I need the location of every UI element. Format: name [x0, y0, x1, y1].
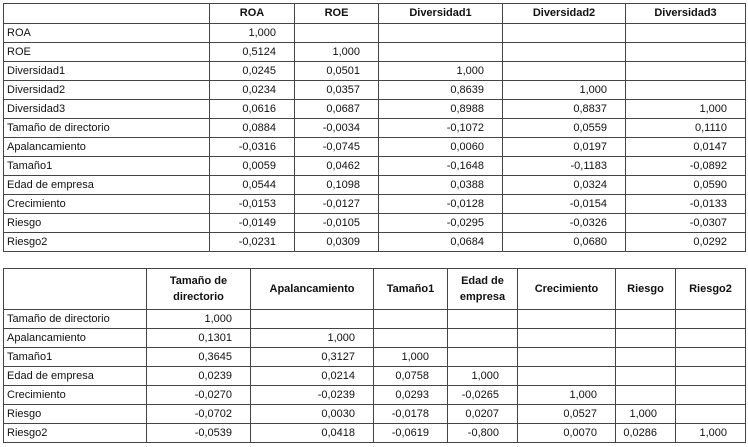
table-row: [4, 119, 746, 138]
table2-column-header: Riesgo: [616, 269, 676, 310]
correlation-value: [518, 329, 616, 348]
table-row: [4, 100, 746, 119]
correlation-value: 0,0616: [210, 100, 295, 119]
correlation-value: 0,0884: [210, 119, 295, 138]
correlation-value: -0,0702: [147, 405, 251, 424]
correlation-value: -0,0619: [374, 424, 448, 443]
table2-column-header: Edad de empresa: [448, 269, 518, 310]
table1-column-header: ROA: [210, 4, 295, 24]
correlation-value: [616, 310, 676, 329]
table-row: [4, 367, 746, 386]
table-row: [4, 348, 746, 367]
table1-column-header: Diversidad1: [379, 4, 503, 24]
correlation-value: [626, 62, 746, 81]
correlation-value: 0,0309: [295, 233, 379, 252]
correlation-value: -0,800: [448, 424, 518, 443]
correlation-value: 0,5124: [210, 43, 295, 62]
correlation-value: 0,0234: [210, 81, 295, 100]
correlation-value: -0,0316: [210, 138, 295, 157]
row-label: Tamaño1: [4, 348, 147, 367]
row-label: Edad de empresa: [4, 367, 147, 386]
table-row: [4, 329, 746, 348]
correlation-value: [676, 386, 746, 405]
table2-header-row: [4, 269, 746, 310]
correlation-value: -0,0307: [626, 214, 746, 233]
correlation-value: 0,1301: [147, 329, 251, 348]
correlation-value: -0,0326: [503, 214, 626, 233]
table-row: [4, 62, 746, 81]
correlation-value: 1,000: [616, 405, 676, 424]
correlation-value: 0,0758: [374, 367, 448, 386]
row-label: Diversidad3: [4, 100, 210, 119]
correlation-value: -0,0231: [210, 233, 295, 252]
correlation-value: 0,0418: [251, 424, 374, 443]
table1-corner-cell: [4, 4, 210, 24]
correlation-value: 1,000: [518, 386, 616, 405]
correlation-value: 0,0462: [295, 157, 379, 176]
correlation-value: [616, 386, 676, 405]
table-row: [4, 157, 746, 176]
correlation-value: -0,1648: [379, 157, 503, 176]
correlation-value: -0,0892: [626, 157, 746, 176]
row-label: Riesgo2: [4, 233, 210, 252]
table2-column-header: Riesgo2: [676, 269, 746, 310]
correlation-value: -0,1183: [503, 157, 626, 176]
correlation-value: [626, 24, 746, 43]
correlation-value: [374, 310, 448, 329]
row-label: Edad de empresa: [4, 176, 210, 195]
correlation-value: 0,0544: [210, 176, 295, 195]
correlation-value: 0,0388: [379, 176, 503, 195]
table-row: [4, 310, 746, 329]
correlation-value: 0,0527: [518, 405, 616, 424]
correlation-value: -0,0239: [251, 386, 374, 405]
table1-column-header: Diversidad3: [626, 4, 746, 24]
row-label: Riesgo: [4, 405, 147, 424]
correlation-value: 0,0059: [210, 157, 295, 176]
correlation-value: 0,0147: [626, 138, 746, 157]
correlation-value: -0,0128: [379, 195, 503, 214]
table-row: [4, 233, 746, 252]
table1-header-row: [4, 4, 746, 24]
correlation-value: 0,0293: [374, 386, 448, 405]
correlation-value: [518, 310, 616, 329]
correlation-value: [503, 62, 626, 81]
correlation-value: [616, 367, 676, 386]
table2-column-header: Tamaño de directorio: [147, 269, 251, 310]
correlation-value: [616, 348, 676, 367]
correlation-value: 1,000: [295, 43, 379, 62]
correlation-value: -0,0127: [295, 195, 379, 214]
table-row: [4, 195, 746, 214]
correlation-value: [676, 348, 746, 367]
correlation-value: 1,000: [676, 424, 746, 443]
correlation-value: 0,0207: [448, 405, 518, 424]
row-label: Crecimiento: [4, 386, 147, 405]
correlation-value: -0,0105: [295, 214, 379, 233]
correlation-value: 0,0197: [503, 138, 626, 157]
correlation-value: -0,0154: [503, 195, 626, 214]
row-label: Crecimiento: [4, 195, 210, 214]
correlation-value: 1,000: [210, 24, 295, 43]
row-label: Riesgo: [4, 214, 210, 233]
correlation-value: 1,000: [251, 329, 374, 348]
correlation-value: -0,0265: [448, 386, 518, 405]
table-row: [4, 43, 746, 62]
table2-column-header: Crecimiento: [518, 269, 616, 310]
row-label: Tamaño de directorio: [4, 119, 210, 138]
correlation-value: -0,0034: [295, 119, 379, 138]
correlation-value: 0,0292: [626, 233, 746, 252]
row-label: Apalancamiento: [4, 329, 147, 348]
correlation-value: [676, 310, 746, 329]
correlation-value: [616, 329, 676, 348]
correlation-value: 0,0239: [147, 367, 251, 386]
correlation-value: 0,0687: [295, 100, 379, 119]
table2-column-header: Apalancamiento: [251, 269, 374, 310]
correlation-value: 1,000: [379, 62, 503, 81]
correlation-value: 0,0245: [210, 62, 295, 81]
correlation-value: 0,8639: [379, 81, 503, 100]
correlation-value: 0,0501: [295, 62, 379, 81]
row-label: ROA: [4, 24, 210, 43]
table-row: [4, 138, 746, 157]
correlation-value: -0,1072: [379, 119, 503, 138]
row-label: Apalancamiento: [4, 138, 210, 157]
correlation-value: 1,000: [626, 100, 746, 119]
correlation-value: 0,0324: [503, 176, 626, 195]
correlation-value: [676, 405, 746, 424]
correlation-value: [518, 367, 616, 386]
table-row: [4, 424, 746, 443]
correlation-value: 0,0060: [379, 138, 503, 157]
correlation-value: -0,0153: [210, 195, 295, 214]
correlation-value: [676, 367, 746, 386]
row-label: Diversidad2: [4, 81, 210, 100]
correlation-value: 0,3645: [147, 348, 251, 367]
correlation-value: -0,0539: [147, 424, 251, 443]
correlation-value: 0,0357: [295, 81, 379, 100]
correlation-value: [448, 310, 518, 329]
table-row: [4, 405, 746, 424]
table-row: [4, 214, 746, 233]
row-label: ROE: [4, 43, 210, 62]
correlation-value: 0,0286: [616, 424, 676, 443]
table1-column-header: Diversidad2: [503, 4, 626, 24]
correlation-value: 0,0214: [251, 367, 374, 386]
table-row: [4, 386, 746, 405]
correlation-value: [251, 310, 374, 329]
correlation-value: [676, 329, 746, 348]
correlation-value: [379, 43, 503, 62]
table1-column-header: ROE: [295, 4, 379, 24]
correlation-value: 1,000: [503, 81, 626, 100]
correlation-value: -0,0270: [147, 386, 251, 405]
correlation-value: 0,0684: [379, 233, 503, 252]
correlation-value: 0,8837: [503, 100, 626, 119]
correlation-value: [448, 329, 518, 348]
correlation-value: -0,0133: [626, 195, 746, 214]
correlation-value: 0,3127: [251, 348, 374, 367]
correlation-value: [295, 24, 379, 43]
table2-corner-cell: [4, 269, 147, 310]
table-row: [4, 176, 746, 195]
correlation-value: -0,0745: [295, 138, 379, 157]
table-row: [4, 81, 746, 100]
row-label: Diversidad1: [4, 62, 210, 81]
correlation-value: [626, 81, 746, 100]
row-label: Riesgo2: [4, 424, 147, 443]
correlation-table-1: [3, 3, 746, 252]
correlation-value: 1,000: [374, 348, 448, 367]
correlation-value: [518, 348, 616, 367]
correlation-value: [448, 348, 518, 367]
correlation-value: 0,1098: [295, 176, 379, 195]
table-row: [4, 24, 746, 43]
correlation-value: 0,0559: [503, 119, 626, 138]
correlation-value: [503, 43, 626, 62]
correlation-value: [379, 24, 503, 43]
correlation-value: -0,0178: [374, 405, 448, 424]
correlation-value: [503, 24, 626, 43]
table2-column-header: Tamaño1: [374, 269, 448, 310]
correlation-value: 0,8988: [379, 100, 503, 119]
correlation-value: 0,0030: [251, 405, 374, 424]
row-label: Tamaño de directorio: [4, 310, 147, 329]
correlation-value: [626, 43, 746, 62]
correlation-value: 1,000: [448, 367, 518, 386]
correlation-value: 0,0070: [518, 424, 616, 443]
correlation-value: 0,0590: [626, 176, 746, 195]
correlation-value: -0,0295: [379, 214, 503, 233]
correlation-value: [374, 329, 448, 348]
correlation-value: 0,1110: [626, 119, 746, 138]
correlation-value: -0,0149: [210, 214, 295, 233]
correlation-value: 0,0680: [503, 233, 626, 252]
correlation-table-2: [3, 268, 746, 443]
correlation-value: 1,000: [147, 310, 251, 329]
row-label: Tamaño1: [4, 157, 210, 176]
